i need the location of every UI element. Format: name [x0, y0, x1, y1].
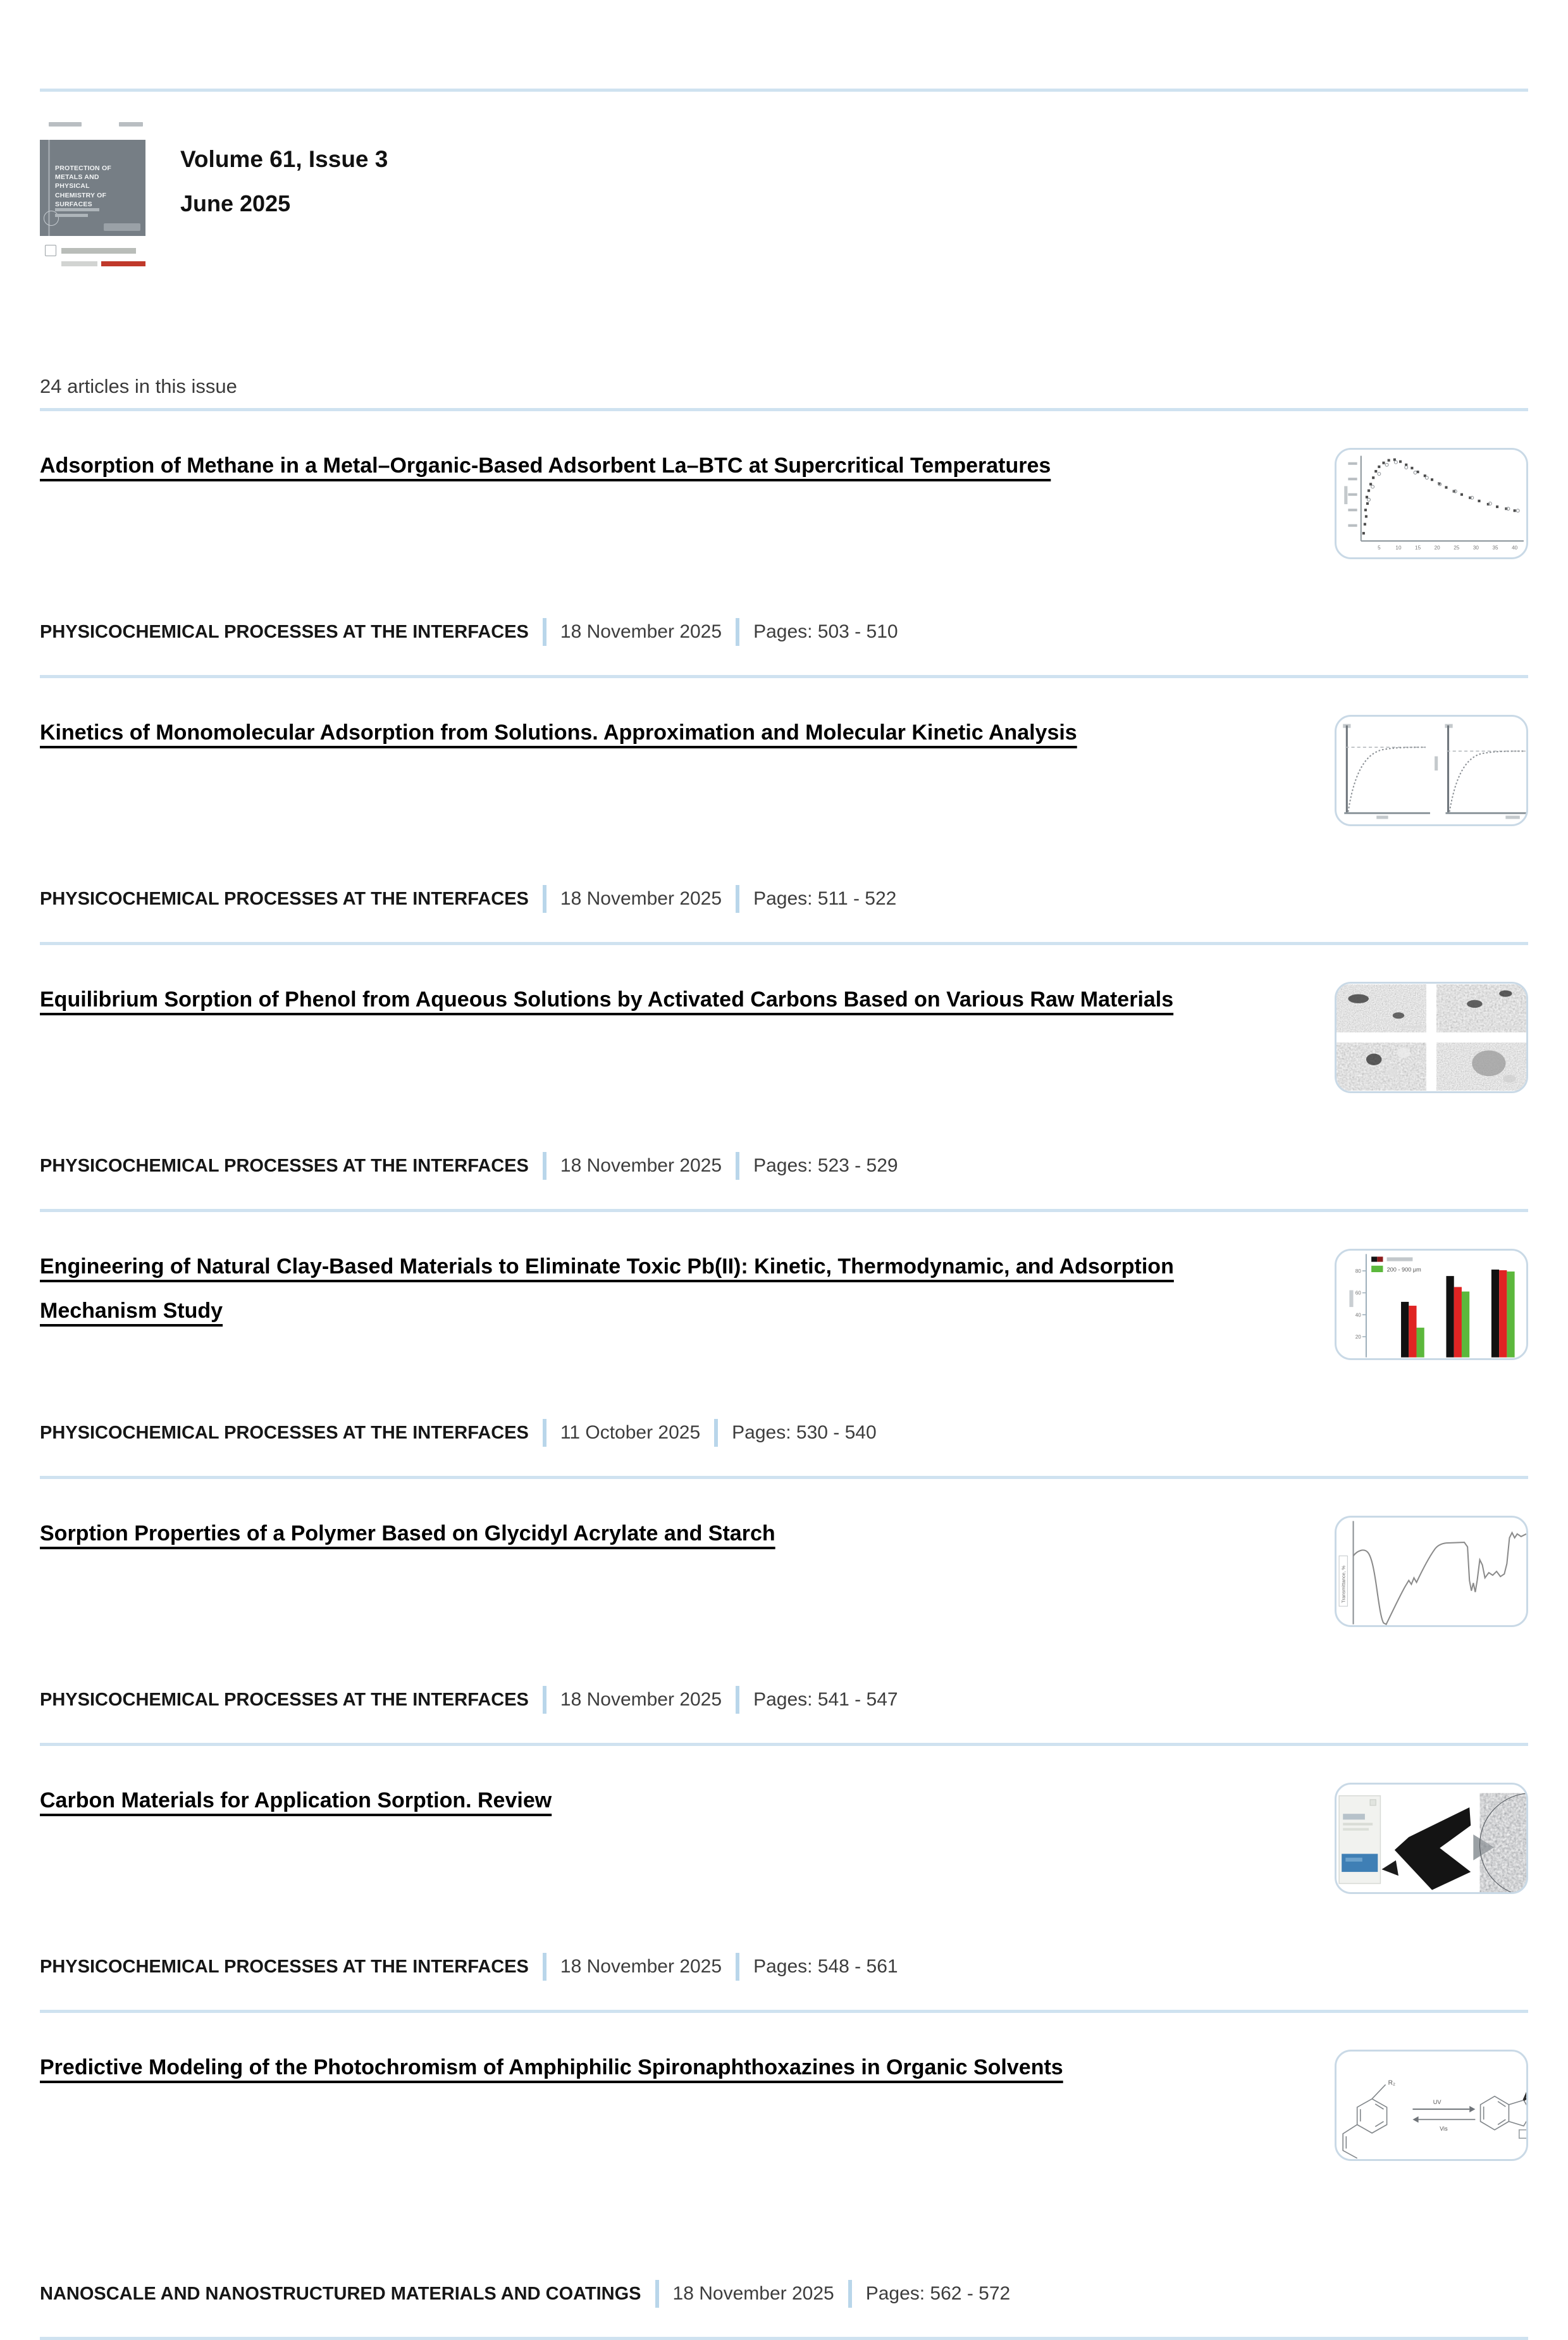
article-title-link[interactable]: Adsorption of Methane in a Metal–Organic-Based Adsorbent La–BTC at Supercritical Temperatures [40, 454, 1051, 478]
article-title-link[interactable]: Engineering of Natural Clay-Based Materials to Eliminate Toxic Pb(II): Kinetic, Thermodynamic, and Adsorption Mechanism Study [40, 1254, 1174, 1323]
meta-separator [848, 2280, 852, 2308]
article-title-link[interactable]: Equilibrium Sorption of Phenol from Aqueous Solutions by Activated Carbons Based on Various Raw Materials [40, 987, 1174, 1012]
ftir-spectrum-thumbnail [1337, 1518, 1526, 1625]
top-divider [40, 89, 1528, 92]
grouped-bar-chart-thumbnail [1337, 1251, 1526, 1358]
cover-masthead [40, 118, 145, 140]
article-title-link[interactable]: Carbon Materials for Application Sorption. Review [40, 1788, 552, 1812]
article-list-item [40, 1746, 1528, 2013]
article-category: PHYSICOCHEMICAL PROCESSES AT THE INTERFACES [40, 621, 529, 642]
article-thumbnail[interactable] [1335, 1249, 1528, 1360]
article-thumbnail[interactable] [1335, 448, 1528, 559]
distributor-logo-left-bar [61, 261, 97, 266]
meta-separator [543, 1953, 546, 1981]
article-title-link[interactable]: Predictive Modeling of the Photochromism of Amphiphilic Spironaphthoxazines in Organic Solvents [40, 2055, 1063, 2079]
svg-text:5: 5 [1378, 545, 1381, 551]
article-meta [40, 1419, 1223, 1447]
reaction-scheme-thumbnail [1337, 2052, 1526, 2159]
article-pages: Pages: 562 - 572 [865, 2283, 1011, 2304]
article-pages: Pages: 523 - 529 [753, 1155, 898, 1176]
sem-micrograph-grid-thumbnail [1337, 984, 1526, 1091]
article-list-item [40, 411, 1528, 678]
distributor-logo-right-bar [101, 261, 145, 266]
article-meta [40, 1686, 1223, 1714]
article-date: 18 November 2025 [560, 888, 722, 909]
article-date: 18 November 2025 [672, 2283, 834, 2304]
article-pages: Pages: 541 - 547 [753, 1689, 898, 1710]
article-category: NANOSCALE AND NANOSTRUCTURED MATERIALS AND COATINGS [40, 2283, 641, 2304]
article-title-link[interactable]: Sorption Properties of a Polymer Based on Glycidyl Acrylate and Starch [40, 1521, 775, 1545]
article-thumbnail[interactable] [1335, 1516, 1528, 1627]
article-count: 24 articles in this issue [40, 375, 237, 397]
meta-separator [543, 1152, 546, 1180]
article-pages: Pages: 530 - 540 [732, 1422, 877, 1443]
article-meta [40, 885, 1223, 913]
distributor-logo [40, 261, 145, 266]
issue-page [40, 89, 1528, 2340]
article-thumbnail[interactable] [1335, 715, 1528, 826]
svg-text:200 - 900 μm: 200 - 900 μm [1386, 1266, 1421, 1273]
article-category: PHYSICOCHEMICAL PROCESSES AT THE INTERFACES [40, 1689, 529, 1710]
carbon-material-photo-thumbnail [1337, 1785, 1526, 1892]
article-category: PHYSICOCHEMICAL PROCESSES AT THE INTERFACES [40, 1956, 529, 1977]
article-title-link[interactable]: Kinetics of Monomolecular Adsorption from Solutions. Approximation and Molecular Kinetic Analysis [40, 721, 1077, 745]
article-meta [40, 1152, 1223, 1180]
article-meta [40, 618, 1223, 646]
publisher-logo-icon [45, 245, 56, 256]
svg-text:R₂: R₂ [1388, 2079, 1395, 2087]
cover-editors-lines [55, 208, 99, 220]
meta-separator [543, 885, 546, 913]
meta-separator [543, 618, 546, 646]
issue-title-block [180, 118, 388, 282]
article-category: PHYSICOCHEMICAL PROCESSES AT THE INTERFACES [40, 1422, 529, 1443]
svg-text:80: 80 [1355, 1268, 1361, 1274]
svg-text:10: 10 [1395, 545, 1402, 551]
article-pages: Pages: 511 - 522 [753, 888, 897, 909]
svg-text:Transmittance, %: Transmittance, % [1340, 1565, 1347, 1603]
issue-date: June 2025 [180, 190, 291, 216]
svg-text:20: 20 [1434, 545, 1440, 551]
article-thumbnail[interactable] [1335, 1783, 1528, 1894]
svg-text:35: 35 [1492, 545, 1498, 551]
issue-header [40, 118, 1528, 282]
journal-cover-image [40, 118, 145, 282]
svg-text:30: 30 [1472, 545, 1479, 551]
cover-masthead-right-bar [119, 122, 143, 127]
meta-separator [736, 618, 739, 646]
svg-text:15: 15 [1415, 545, 1421, 551]
article-thumbnail[interactable] [1335, 2050, 1528, 2161]
article-category: PHYSICOCHEMICAL PROCESSES AT THE INTERFACES [40, 1155, 529, 1176]
article-date: 18 November 2025 [560, 1956, 722, 1977]
meta-separator [736, 1953, 739, 1981]
issue-volume-title: Volume 61, Issue 3 [180, 146, 388, 172]
article-date: 11 October 2025 [560, 1422, 701, 1443]
article-meta [40, 2280, 1223, 2308]
meta-separator [714, 1419, 718, 1447]
meta-separator [543, 1419, 546, 1447]
svg-text:20: 20 [1355, 1334, 1361, 1340]
cover-button-shape [104, 223, 140, 231]
publisher-logo [40, 245, 145, 256]
cover-journal-title: PROTECTION OF METALS AND PHYSICAL CHEMISTRY OF SURFACES [55, 164, 111, 208]
meta-separator [736, 1152, 739, 1180]
svg-text:Vis: Vis [1440, 2125, 1448, 2132]
article-list-item [40, 1479, 1528, 1746]
svg-text:40: 40 [1355, 1312, 1361, 1318]
article-list-item [40, 1212, 1528, 1479]
article-date: 18 November 2025 [560, 1689, 722, 1710]
meta-separator [736, 1686, 739, 1714]
svg-text:40: 40 [1512, 545, 1518, 551]
article-pages: Pages: 548 - 561 [753, 1956, 898, 1977]
svg-text:60: 60 [1355, 1290, 1361, 1296]
article-thumbnail[interactable] [1335, 982, 1528, 1093]
cover-masthead-left-bar [49, 122, 82, 127]
meta-separator [736, 885, 739, 913]
article-pages: Pages: 503 - 510 [753, 621, 898, 642]
scatter-plot-thumbnail [1337, 450, 1526, 557]
kinetic-curves-thumbnail [1337, 717, 1526, 824]
article-meta [40, 1953, 1223, 1981]
cover-body [40, 140, 145, 236]
article-date: 18 November 2025 [560, 621, 722, 642]
publisher-logo-text-bar [61, 248, 136, 254]
svg-text:25: 25 [1454, 545, 1460, 551]
article-date: 18 November 2025 [560, 1155, 722, 1176]
article-list-item [40, 678, 1528, 945]
meta-separator [655, 2280, 659, 2308]
meta-separator [543, 1686, 546, 1714]
article-list-item [40, 2013, 1528, 2340]
svg-text:UV: UV [1433, 2098, 1441, 2105]
article-category: PHYSICOCHEMICAL PROCESSES AT THE INTERFACES [40, 888, 529, 909]
article-list-item [40, 945, 1528, 1212]
